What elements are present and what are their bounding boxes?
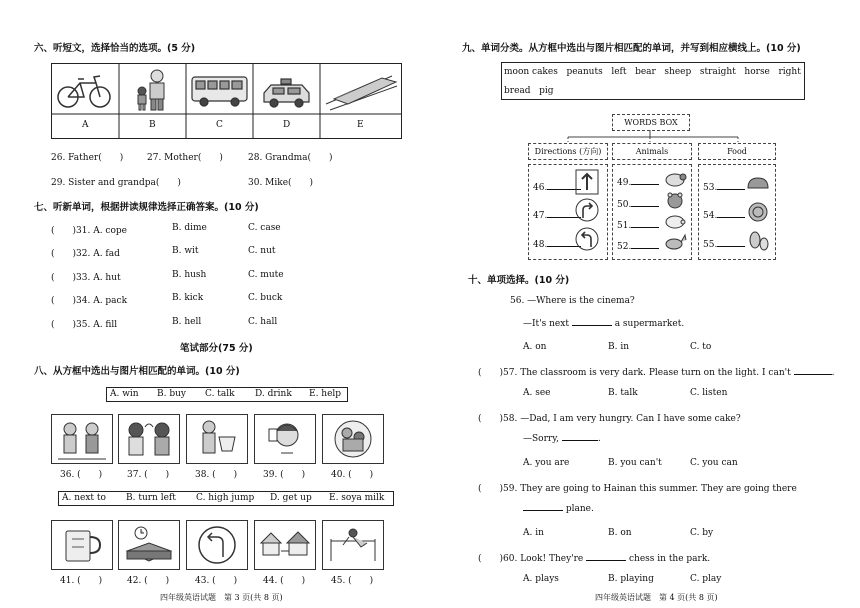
question-30: 30. Mike( ) bbox=[248, 178, 314, 188]
section-8-title: 八、从方框中选出与图片相匹配的单词。(10 分) bbox=[34, 366, 240, 377]
option-b: B. on bbox=[608, 528, 632, 538]
train-icon bbox=[326, 76, 397, 110]
question-57: ( )57. The classroom is very dark. Please turn on the light. I can't . bbox=[478, 368, 835, 378]
answer-44: 44. ( ) bbox=[263, 576, 306, 586]
word-box-2-item: E. soya milk bbox=[329, 493, 385, 503]
word: horse bbox=[744, 67, 770, 77]
picture-41 bbox=[51, 520, 113, 570]
answer-43: 43. ( ) bbox=[195, 576, 238, 586]
turn-left-icon bbox=[576, 228, 598, 250]
word-list-line-1 bbox=[504, 67, 801, 77]
answer-48: 48. bbox=[533, 240, 581, 250]
question-34: ( )34. A. pack bbox=[51, 296, 128, 306]
option-c: C. you can bbox=[690, 458, 738, 468]
word-box-2 bbox=[58, 491, 394, 506]
question-60: ( )60. Look! They're chess in the park. bbox=[478, 554, 711, 564]
question-59-cont: plane. bbox=[523, 504, 594, 514]
word: moon cakes bbox=[504, 67, 558, 77]
answer-47: 47. bbox=[533, 211, 581, 221]
option-c: C. listen bbox=[690, 388, 728, 398]
straight-arrow-icon bbox=[576, 170, 598, 194]
option-a: A. see bbox=[523, 388, 551, 398]
picture-table-grid bbox=[52, 64, 401, 138]
picture-38 bbox=[186, 414, 248, 464]
word-box-2-item: D. get up bbox=[270, 493, 312, 503]
option-b: B. dime bbox=[172, 223, 207, 233]
words-box-label: WORDS BOX bbox=[612, 114, 690, 131]
option-a: A. on bbox=[523, 342, 547, 352]
answer-52: 52. bbox=[617, 242, 659, 252]
bear-icon bbox=[668, 193, 682, 208]
answer-45: 45. ( ) bbox=[331, 576, 374, 586]
people-talking-icon bbox=[52, 415, 112, 463]
word-box-2-item: B. turn left bbox=[126, 493, 176, 503]
answer-36: 36. ( ) bbox=[60, 470, 103, 480]
written-part-heading: 笔试部分(75 分) bbox=[180, 343, 253, 354]
word: right bbox=[778, 67, 801, 77]
word: left bbox=[611, 67, 627, 77]
option-b: B. playing bbox=[608, 574, 654, 584]
sheep-icon bbox=[666, 174, 686, 186]
moon-cake-icon bbox=[749, 203, 767, 221]
category-animals: Animals bbox=[612, 143, 692, 160]
clock-bed-icon bbox=[119, 521, 179, 569]
picture-42 bbox=[118, 520, 180, 570]
question-35: ( )35. A. fill bbox=[51, 320, 118, 330]
option-b: B. hush bbox=[172, 270, 207, 280]
option-b-label: B bbox=[149, 120, 156, 130]
category-directions: Directions (方向) bbox=[528, 143, 608, 160]
option-c: C. play bbox=[690, 574, 722, 584]
answer-42: 42. ( ) bbox=[127, 576, 170, 586]
boy-drinking-icon bbox=[255, 415, 315, 463]
option-a: A. in bbox=[523, 528, 544, 538]
high-jump-icon bbox=[323, 521, 383, 569]
page-footer-left: 四年级英语试题 第 3 页(共 8 页) bbox=[160, 593, 283, 602]
option-b: B. hell bbox=[172, 317, 202, 327]
word-box-2-item: C. high jump bbox=[196, 493, 255, 503]
turn-right-icon bbox=[576, 199, 598, 221]
word-box-1-item: E. help bbox=[309, 389, 342, 399]
word-box-1-item: A. win bbox=[110, 389, 139, 399]
option-c: C. buck bbox=[248, 293, 283, 303]
animal-pictures bbox=[662, 168, 688, 256]
answer-40: 40. ( ) bbox=[331, 470, 374, 480]
option-b: B. kick bbox=[172, 293, 204, 303]
question-31: ( )31. A. cope bbox=[51, 226, 127, 236]
grandpa-child-icon bbox=[138, 70, 164, 110]
answer-54: 54. bbox=[703, 211, 745, 221]
answer-41: 41. ( ) bbox=[60, 576, 103, 586]
section-10-title: 十、单项选择。(10 分) bbox=[468, 275, 570, 286]
picture-40 bbox=[322, 414, 384, 464]
option-c: C. nut bbox=[248, 246, 276, 256]
peanuts-icon bbox=[750, 232, 768, 250]
answer-38: 38. ( ) bbox=[195, 470, 238, 480]
picture-44 bbox=[254, 520, 316, 570]
picture-36 bbox=[51, 414, 113, 464]
horse-icon bbox=[666, 235, 686, 249]
answer-51: 51. bbox=[617, 221, 659, 231]
word-box-1-item: C. talk bbox=[205, 389, 235, 399]
option-c: C. case bbox=[248, 223, 281, 233]
children-chatting-icon bbox=[119, 415, 179, 463]
word-box-1-item: B. buy bbox=[157, 389, 186, 399]
question-56-reply: —It's next a supermarket. bbox=[523, 319, 685, 329]
answer-55: 55. bbox=[703, 240, 745, 250]
picture-37 bbox=[118, 414, 180, 464]
answer-46: 46. bbox=[533, 183, 581, 193]
turn-left-sign-icon bbox=[187, 521, 247, 569]
word: sheep bbox=[664, 67, 692, 77]
question-59: ( )59. They are going to Hainan this summer. They are going there bbox=[478, 484, 797, 494]
helping-icon bbox=[323, 415, 383, 463]
picture-43 bbox=[186, 520, 248, 570]
answer-39: 39. ( ) bbox=[263, 470, 306, 480]
option-e-label: E bbox=[357, 120, 364, 130]
option-a-label: A bbox=[82, 120, 89, 130]
food-pictures bbox=[745, 168, 771, 256]
section-9-title: 九、单词分类。从方框中选出与图片相匹配的单词，并写到相应横线上。(10 分) bbox=[462, 43, 801, 54]
question-56: 56. —Where is the cinema? bbox=[510, 296, 635, 306]
option-b: B. wit bbox=[172, 246, 199, 256]
word-list-box bbox=[501, 62, 805, 100]
houses-icon bbox=[255, 521, 315, 569]
page-footer-right: 四年级英语试题 第 4 页(共 8 页) bbox=[595, 593, 718, 602]
word: pig bbox=[539, 86, 554, 96]
question-27: 27. Mother( ) bbox=[147, 153, 223, 163]
picture-39 bbox=[254, 414, 316, 464]
answer-49: 49. bbox=[617, 178, 659, 188]
bus-icon bbox=[192, 77, 247, 106]
question-58-reply: —Sorry, . bbox=[523, 434, 601, 444]
pig-icon bbox=[666, 216, 685, 228]
option-d-label: D bbox=[283, 120, 291, 130]
option-b: B. you can't bbox=[608, 458, 662, 468]
word: bread bbox=[504, 86, 531, 96]
section-6-title: 六、听短文，选择恰当的选项。(5 分) bbox=[34, 43, 196, 54]
listening-picture-table bbox=[51, 63, 402, 139]
picture-45 bbox=[322, 520, 384, 570]
option-c-label: C bbox=[216, 120, 223, 130]
word: straight bbox=[699, 67, 736, 77]
taxi-icon bbox=[264, 79, 309, 107]
option-a: A. plays bbox=[523, 574, 559, 584]
bread-icon bbox=[748, 178, 768, 188]
soya-milk-cup-icon bbox=[52, 521, 112, 569]
option-b: B. in bbox=[608, 342, 630, 352]
section-7-title: 七、听新单词，根据拼读规律选择正确答案。(10 分) bbox=[34, 202, 259, 213]
word-box-2-item: A. next to bbox=[62, 493, 106, 503]
option-c: C. to bbox=[690, 342, 712, 352]
question-26: 26. Father( ) bbox=[51, 153, 124, 163]
shopping-icon bbox=[187, 415, 247, 463]
answer-37: 37. ( ) bbox=[127, 470, 170, 480]
bicycle-icon bbox=[58, 76, 110, 107]
question-32: ( )32. A. fad bbox=[51, 249, 120, 259]
question-58: ( )58. —Dad, I am very hungry. Can I have some cake? bbox=[478, 414, 741, 424]
option-c: C. by bbox=[690, 528, 714, 538]
question-28: 28. Grandma( ) bbox=[248, 153, 333, 163]
option-b: B. talk bbox=[608, 388, 638, 398]
direction-signs bbox=[574, 168, 600, 256]
option-c: C. mute bbox=[248, 270, 284, 280]
option-c: C. hall bbox=[248, 317, 278, 327]
option-a: A. you are bbox=[523, 458, 570, 468]
word: peanuts bbox=[566, 67, 603, 77]
question-33: ( )33. A. hut bbox=[51, 273, 121, 283]
answer-50: 50. bbox=[617, 200, 659, 210]
word: bear bbox=[635, 67, 656, 77]
word-box-1-item: D. drink bbox=[255, 389, 292, 399]
category-food: Food bbox=[698, 143, 776, 160]
answer-53: 53. bbox=[703, 183, 745, 193]
word-list-line-2 bbox=[504, 86, 554, 96]
question-29: 29. Sister and grandpa( ) bbox=[51, 178, 181, 188]
word-box-1 bbox=[106, 387, 348, 402]
